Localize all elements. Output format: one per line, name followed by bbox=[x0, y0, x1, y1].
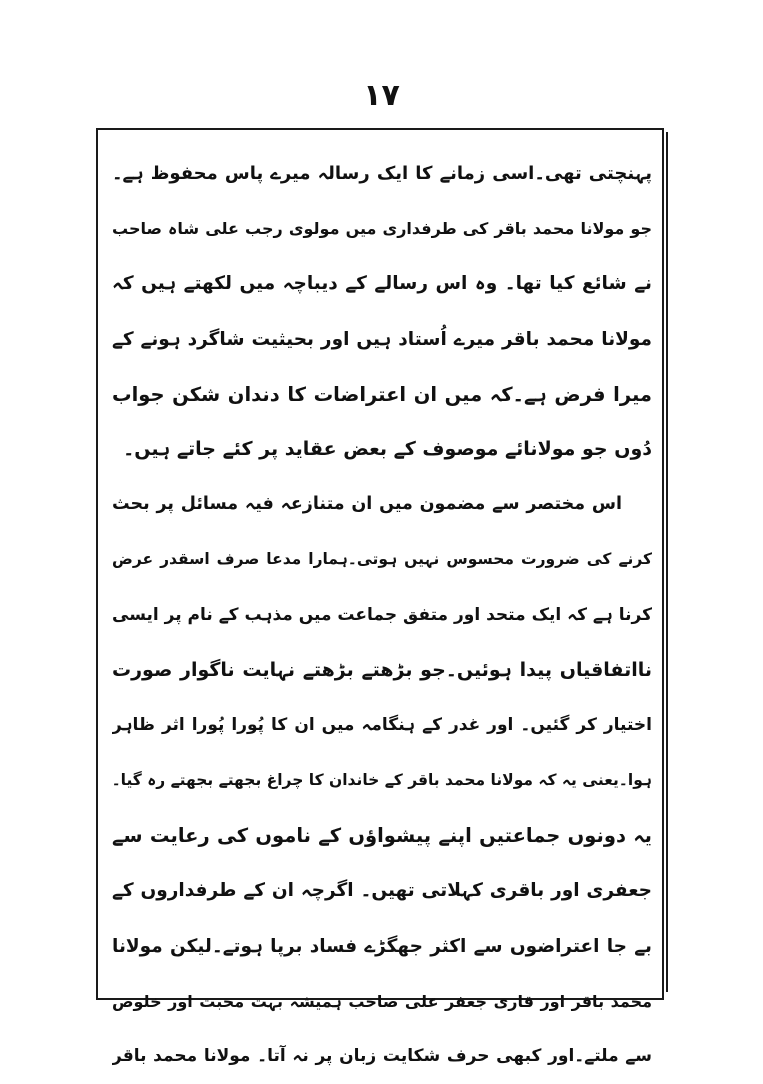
text-line: بے جا اعتراضوں سے اکثر جھگڑے فساد برپا ہوتے۔لیکن مولانا bbox=[112, 935, 652, 957]
text-line: کرنا ہے کہ ایک متحد اور متفق جماعت میں مذہب کے نام پر ایسی bbox=[112, 604, 652, 625]
text-line: محمد باقر اور قاری جعفر علی صاحب ہمیشہ بہت محبت اور خلوص bbox=[112, 991, 652, 1011]
page-number: ١٧ bbox=[363, 78, 400, 113]
text-line: پہنچتی تھی۔اسی زمانے کا ایک رسالہ میرے پاس محفوظ ہے۔ bbox=[112, 163, 652, 184]
body-text bbox=[112, 146, 652, 1084]
text-line: میرا فرض ہے۔کہ میں ان اعتراضات کا دندان شکن جواب bbox=[112, 382, 652, 406]
text-line: یہ دونوں جماعتیں اپنے پیشواؤں کے ناموں کی رعایت سے bbox=[112, 824, 652, 848]
text-line: نے شائع کیا تھا۔ وہ اس رسالے کے دیباچہ میں لکھتے ہیں کہ bbox=[112, 273, 652, 295]
text-line: اختیار کر گئیں۔ اور غدر کے ہنگامہ میں ان کا پُورا پُورا اثر ظاہر bbox=[112, 714, 652, 735]
text-line: اس مختصر سے مضمون میں ان متنازعہ فیہ مسائل پر بحث bbox=[112, 494, 622, 515]
text-line: دُوں جو مولانائے موصوف کے بعض عقاید پر کئے جاتے ہیں۔ bbox=[123, 437, 652, 460]
text-line: ہوا۔یعنی یہ کہ مولانا محمد باقر کے خاندان کا چراغ بجھتے بجھتے رہ گیا۔ bbox=[112, 771, 652, 790]
text-line: کرنے کی ضرورت محسوس نہیں ہوتی۔ہمارا مدعا صرف اسقدر عرض bbox=[112, 550, 652, 569]
text-line: مولانا محمد باقر میرے اُستاد ہیں اور بحیثیت شاگرد ہونے کے bbox=[112, 328, 652, 350]
text-line: نااتفاقیاں پیدا ہوئیں۔جو بڑھتے بڑھتے نہایت ناگوار صورت bbox=[112, 658, 652, 681]
text-line: جعفری اور باقری کہلاتی تھیں۔ اگرچہ ان کے طرفداروں کے bbox=[112, 880, 652, 902]
text-line: سے ملتے۔اور کبھی حرف شکایت زبان پر نہ آتا۔ مولانا محمد باقر bbox=[112, 1046, 652, 1066]
text-line: جو مولانا محمد باقر کی طرفداری میں مولوی رجب علی شاہ صاحب bbox=[112, 219, 652, 239]
